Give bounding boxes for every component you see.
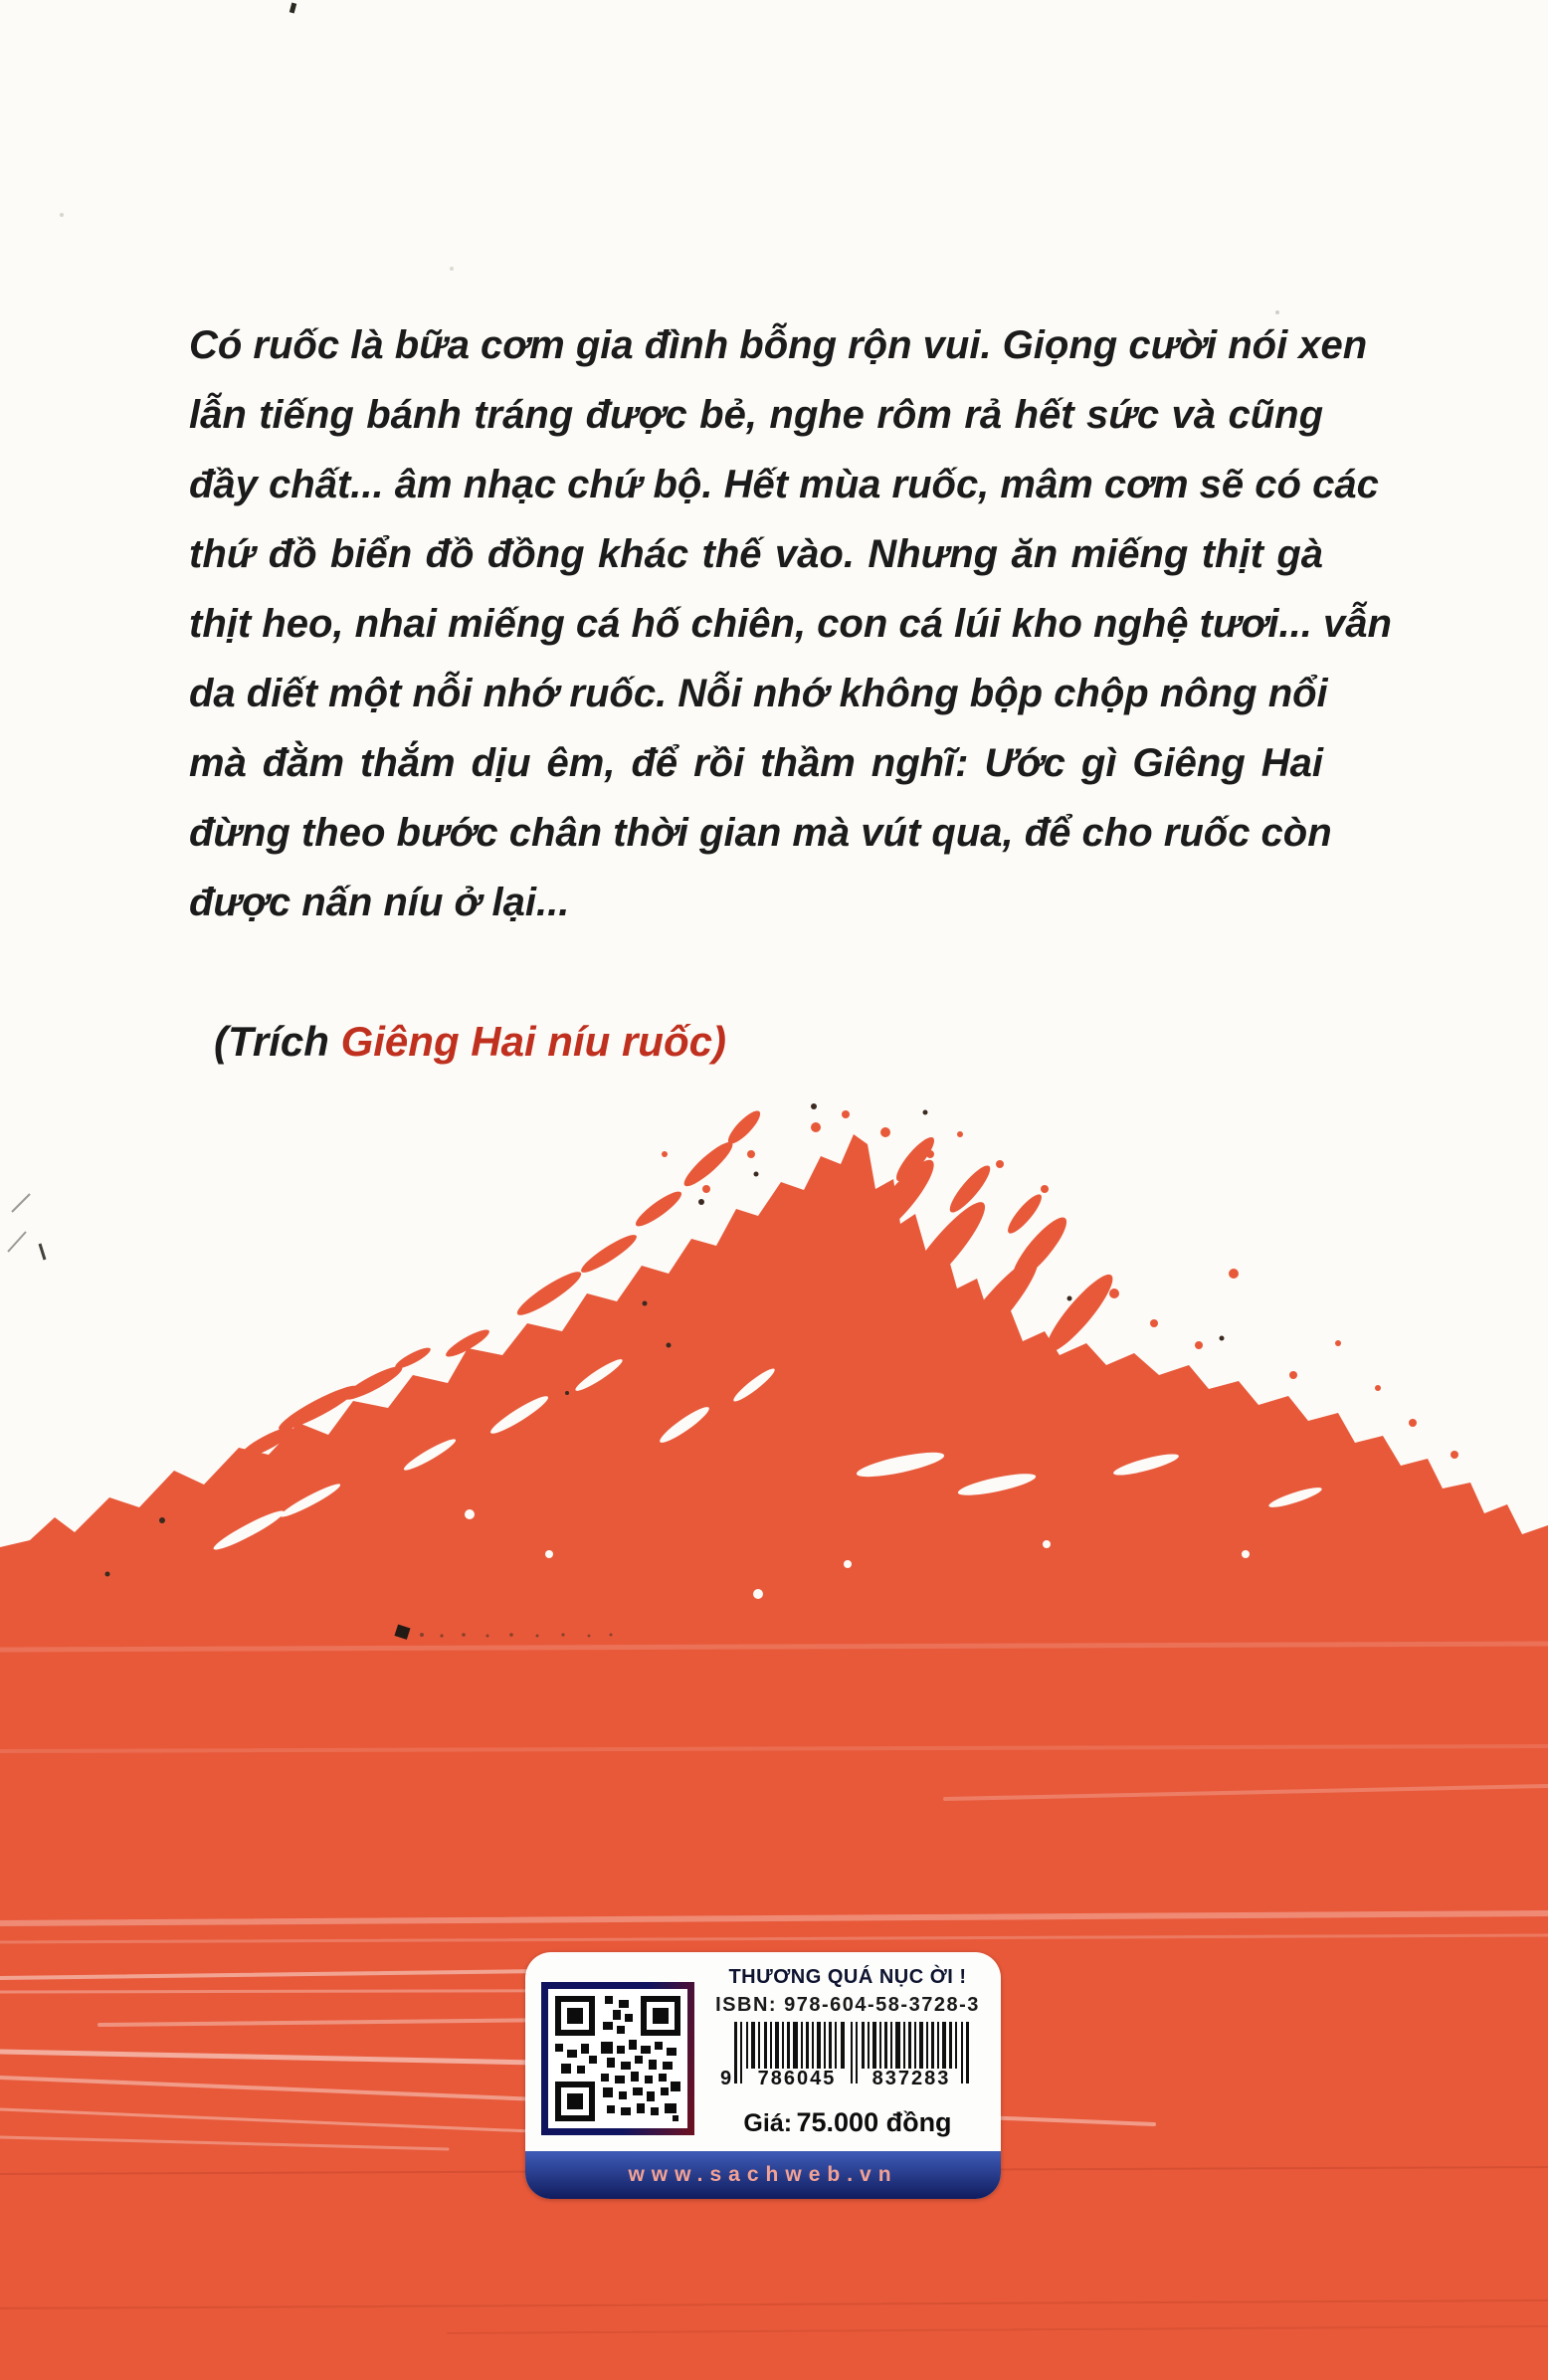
website-url: www.sachweb.vn bbox=[628, 2163, 898, 2186]
citation-line bbox=[214, 1007, 726, 1077]
citation-prefix: (Trích bbox=[214, 1018, 341, 1065]
quote-line: được nấn níu ở lại... bbox=[189, 881, 570, 924]
quote-line: da diết một nỗi nhớ ruốc. Nỗi nhớ không bộp chộp nông nổi bbox=[189, 672, 1328, 715]
quote-line: Có ruốc là bữa cơm gia đình bỗng rộn vui. Giọng cười nói xen bbox=[189, 323, 1368, 367]
quote-paragraph bbox=[189, 310, 1392, 937]
price-label: Giá: bbox=[743, 2109, 793, 2137]
quote-line: thứ đồ biển đồ đồng khác thế vào. Nhưng ăn miếng thịt gà bbox=[189, 532, 1323, 576]
quote-line: thịt heo, nhai miếng cá hố chiên, con cá lúi kho nghệ tươi... vẫn bbox=[189, 602, 1392, 646]
qr-code-frame bbox=[541, 1982, 694, 2135]
quote-line: lẫn tiếng bánh tráng được bẻ, nghe rôm rả hết sức và cũng bbox=[189, 393, 1323, 437]
price-value: 75.000 đồng bbox=[796, 2107, 952, 2137]
price-line bbox=[704, 2107, 991, 2138]
book-title: THƯƠNG QUÁ NỤC ỜI ! bbox=[728, 1966, 967, 1988]
quote-line: mà đằm thắm dịu êm, để rồi thầm nghĩ: Ước gì Giêng Hai bbox=[189, 741, 1323, 785]
scan-speck bbox=[290, 3, 296, 14]
barcode-digits-right: 837283 bbox=[871, 2068, 951, 2087]
scan-speck bbox=[60, 213, 64, 217]
citation-source-title: Giêng Hai níu ruốc) bbox=[340, 1018, 726, 1065]
qr-code-icon bbox=[555, 1996, 680, 2121]
quote-line: đừng theo bước chân thời gian mà vút qua, để cho ruốc còn bbox=[189, 811, 1332, 855]
scan-speck bbox=[450, 267, 454, 271]
sticker-info-column bbox=[704, 1952, 991, 2151]
barcode-digit-9: 9 bbox=[720, 2068, 732, 2087]
barcode-digits-left: 786045 bbox=[757, 2068, 837, 2087]
sticker-bottom-bar bbox=[525, 2151, 1001, 2199]
qr-code-inner bbox=[548, 1989, 687, 2128]
isbn-text: ISBN: 978-604-58-3728-3 bbox=[715, 1994, 980, 2016]
price-sticker bbox=[525, 1952, 1001, 2199]
left-hairlines bbox=[8, 1194, 45, 1260]
quote-line: đầy chất... âm nhạc chứ bộ. Hết mùa ruốc, mâm cơm sẽ có các bbox=[189, 463, 1379, 506]
ean-barcode bbox=[714, 2022, 981, 2087]
